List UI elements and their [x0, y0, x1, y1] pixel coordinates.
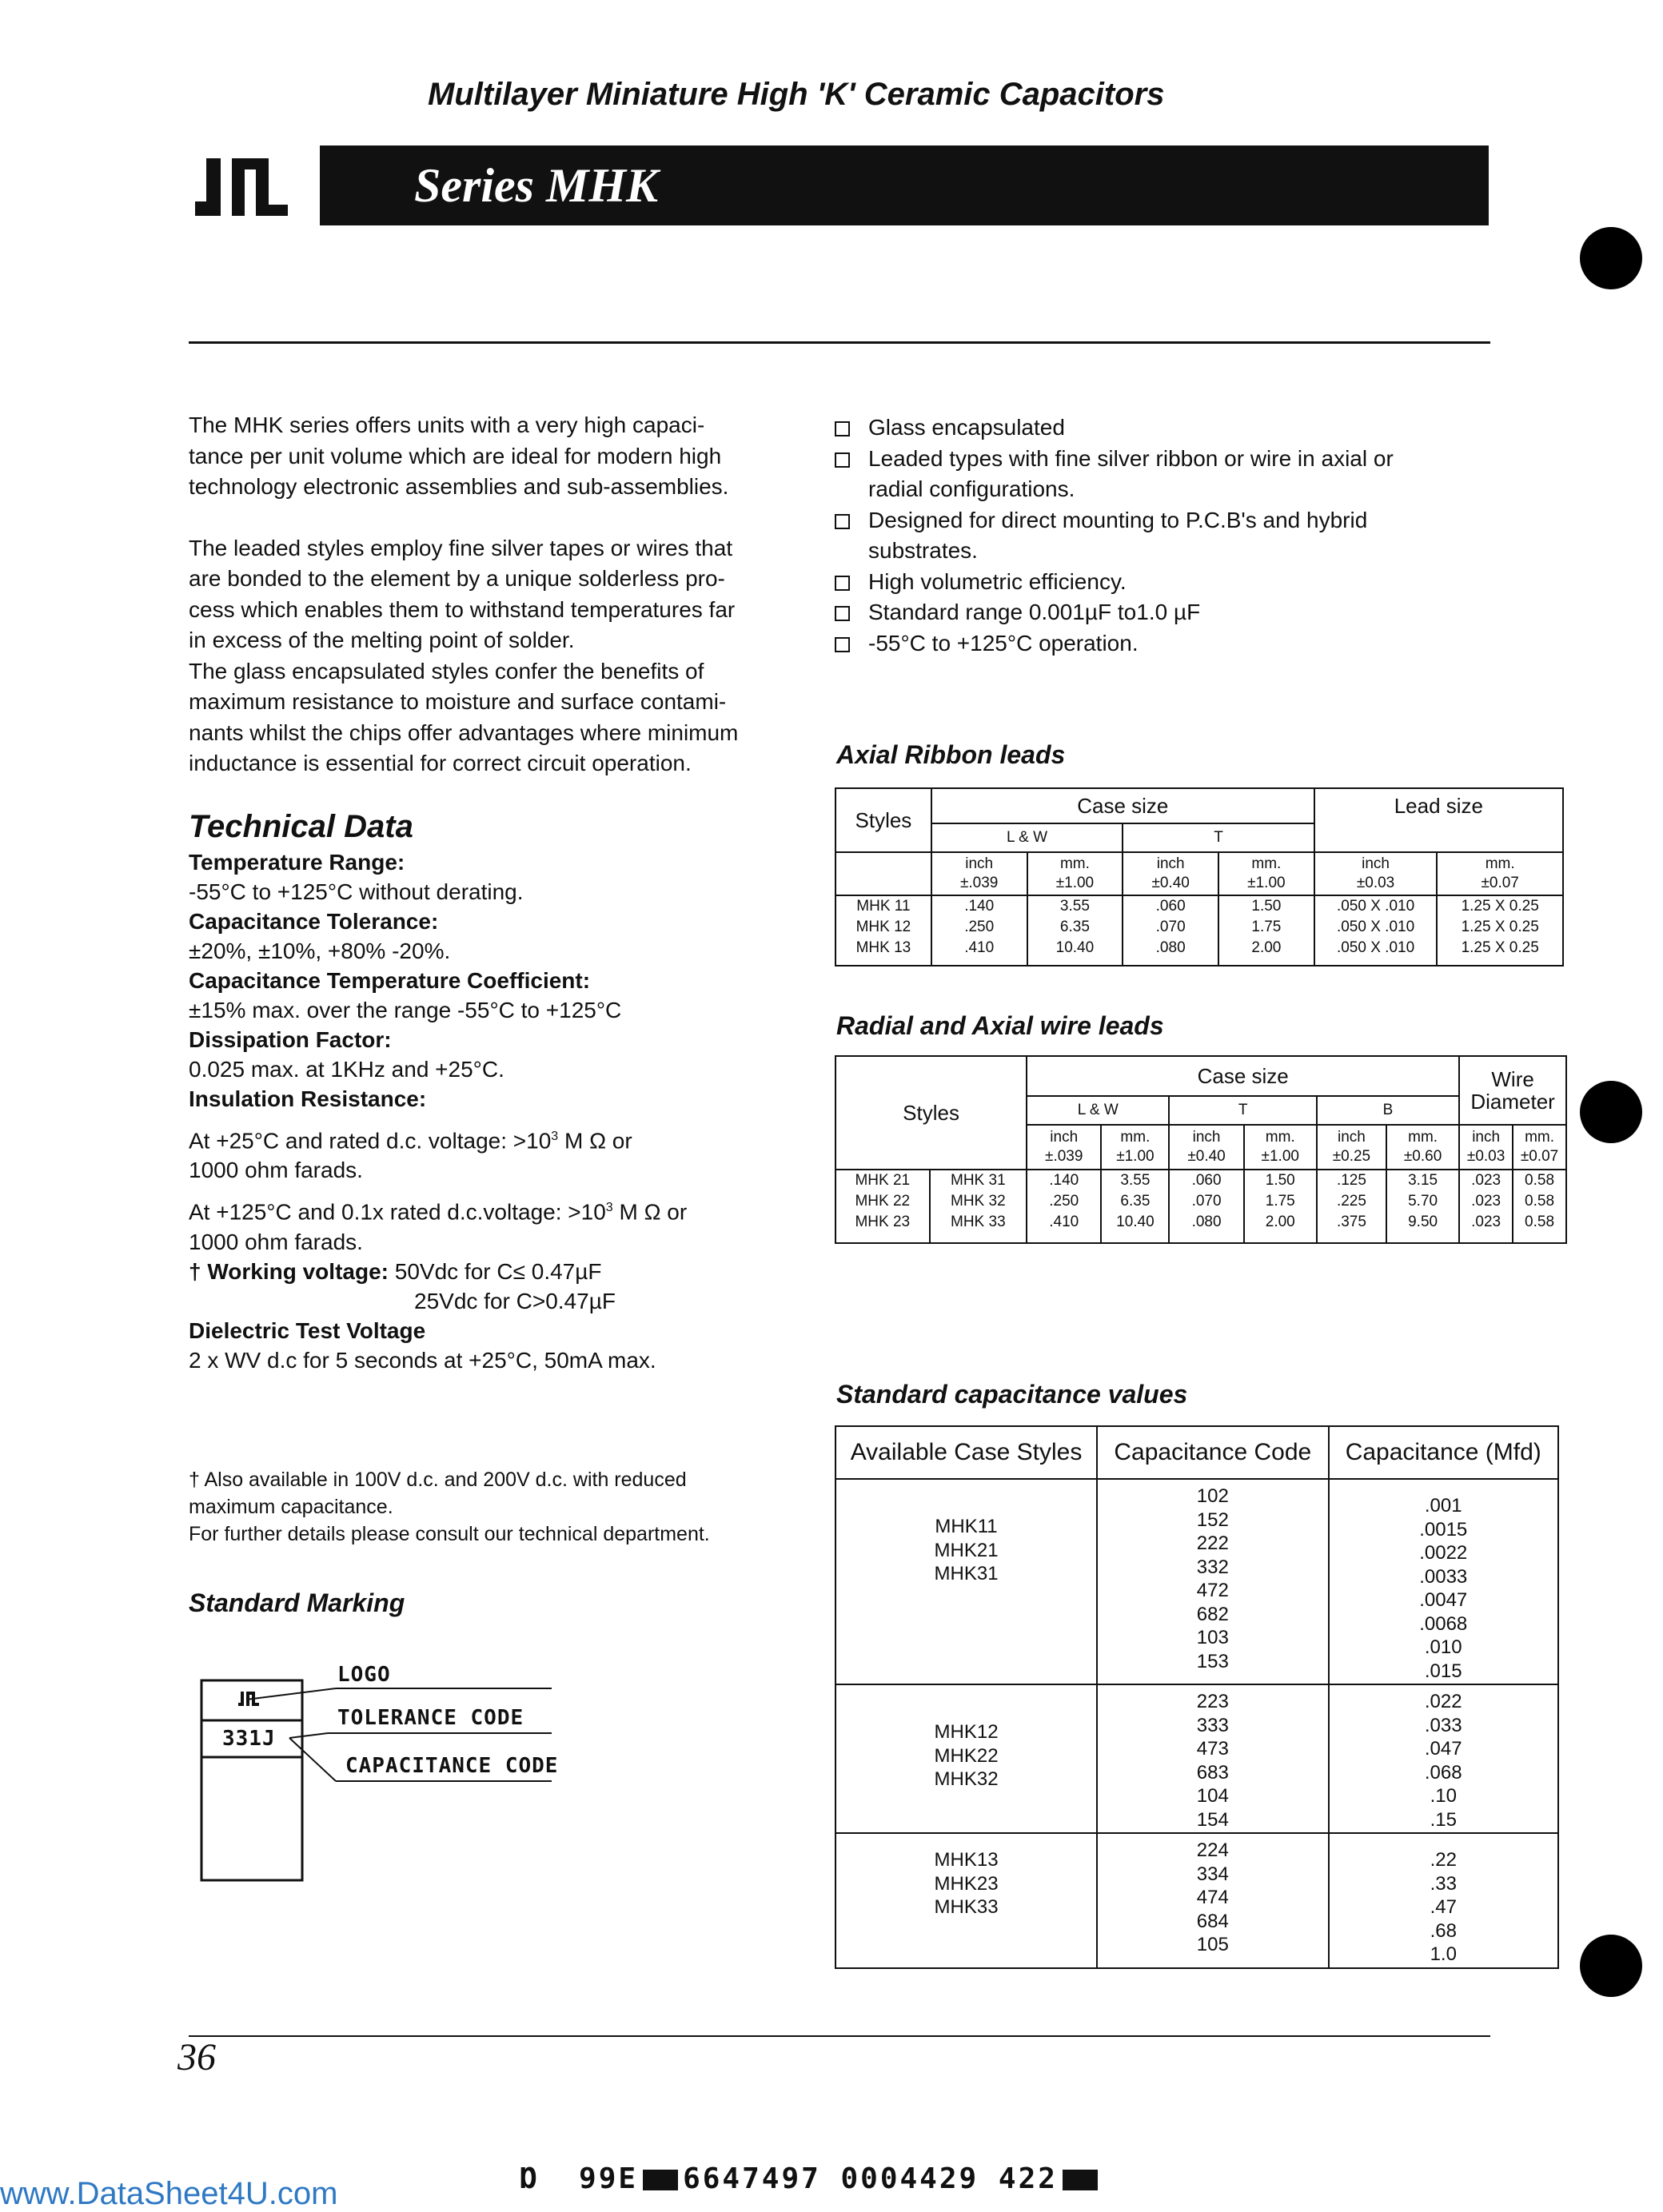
header-rule	[189, 341, 1490, 344]
radial-axial-table-wrap	[835, 1055, 1567, 1255]
lw-header: L & W	[931, 823, 1123, 852]
marking-code: 331J	[222, 1727, 276, 1751]
working-voltage-line: † Working voltage: 50Vdc for C≤ 0.47µF	[189, 1258, 602, 1284]
checkbox-icon	[835, 421, 850, 436]
group-codes-cell: 223 333 473 683 104 154	[1097, 1684, 1328, 1833]
group-styles-cell: MHK11 MHK21 MHK31	[835, 1479, 1097, 1684]
marking-title: Standard Marking	[189, 1588, 405, 1617]
intro-line: inductance is essential for correct circuit operation.	[189, 751, 692, 775]
blank-cell	[835, 852, 931, 895]
document-heading: Multilayer Miniature High 'K' Ceramic Capacitors	[428, 77, 1165, 112]
marking-logo-icon	[238, 1690, 259, 1709]
styles-cell: MHK 11 MHK 12 MHK 13	[835, 895, 931, 966]
capacitance-table	[835, 1425, 1559, 1969]
print-code-line: Ɒ 99E 6647497 0004429 422	[520, 2162, 1103, 2195]
unit-header: inch ±0.25	[1317, 1125, 1386, 1170]
intro-line: The glass encapsulated styles confer the benefits of	[189, 658, 704, 684]
radial-axial-title: Radial and Axial wire leads	[836, 1011, 1164, 1040]
capacitance-title: Standard capacitance values	[836, 1380, 1188, 1409]
df-label: Dissipation Factor:	[189, 1027, 392, 1052]
ir-line-3: At +125°C and 0.1x rated d.c.voltage: $>10^3$ M Ω or	[189, 1199, 688, 1225]
t-header: T	[1169, 1096, 1316, 1125]
axial-ribbon-table	[835, 787, 1564, 967]
ir-line-2: 1000 ohm farads.	[189, 1158, 363, 1183]
group-styles-cell: MHK13 MHK23 MHK33	[835, 1833, 1097, 1968]
unit-header: inch ±0.03	[1459, 1125, 1513, 1170]
unit-header: mm. ±0.07	[1437, 852, 1563, 895]
technical-data	[189, 847, 812, 1375]
feature-item: Standard range 0.001µF to1.0 µF	[835, 597, 1474, 628]
footnote-line: † Also available in 100V d.c. and 200V d.c. with reduced	[189, 1469, 687, 1491]
watermark: www.DataSheet4U.com	[0, 2176, 338, 2211]
footnote-line: For further details please consult our technical department.	[189, 1523, 710, 1545]
unit-header: mm. ±1.00	[1218, 852, 1314, 895]
lw-header: L & W	[1027, 1096, 1169, 1125]
t-inch-cell: .060 .070 .080	[1169, 1170, 1243, 1243]
case-styles-header: Available Case Styles	[835, 1426, 1097, 1479]
group-codes-cell: 102 152 222 332 472 682 103 153	[1097, 1479, 1328, 1684]
feature-item: Leaded types with fine silver ribbon or wire in axial or	[835, 444, 1474, 475]
wire-diameter-header: Wire Diameter	[1459, 1056, 1566, 1125]
punch-hole-middle	[1580, 1081, 1642, 1143]
case-size-header: Case size	[1027, 1056, 1459, 1096]
dtv-value: 2 x WV d.c for 5 seconds at +25°C, 50mA max.	[189, 1347, 656, 1373]
intro-line: nants whilst the chips offer advantages where minimum	[189, 719, 739, 745]
punch-hole-top	[1580, 227, 1642, 289]
radial-axial-table	[835, 1055, 1567, 1244]
capacitance-code-header: Capacitance Code	[1097, 1426, 1328, 1479]
checkbox-icon	[835, 452, 850, 468]
feature-item: Glass encapsulated	[835, 413, 1474, 444]
tol-label: Capacitance Tolerance:	[189, 909, 439, 934]
punch-hole-bottom	[1580, 1935, 1642, 1997]
b-inch-cell: .125 .225 .375	[1317, 1170, 1386, 1243]
ir-line-4: 1000 ohm farads.	[189, 1229, 363, 1254]
feature-item: -55°C to +125°C operation.	[835, 628, 1474, 660]
group-values-cell: .022 .033 .047 .068 .10 .15	[1329, 1684, 1558, 1833]
footer-rule	[189, 2035, 1490, 2037]
lw-mm-cell: 3.55 6.35 10.40	[1027, 895, 1123, 966]
df-value: 0.025 max. at 1KHz and +25°C.	[189, 1057, 504, 1082]
case-size-header: Case size	[931, 788, 1314, 823]
intro-line: cess which enables them to withstand temperatures far	[189, 596, 736, 622]
unit-header: inch ±.039	[1027, 1125, 1101, 1170]
unit-header: inch ±.039	[931, 852, 1027, 895]
group-codes-cell: 224 334 474 684 105	[1097, 1833, 1328, 1968]
t-mm-cell: 1.50 1.75 2.00	[1244, 1170, 1317, 1243]
lw-inch-cell: .140 .250 .410	[931, 895, 1027, 966]
lead-size-header: Lead size	[1314, 788, 1563, 852]
technical-data-title: Technical Data	[189, 809, 413, 844]
lead-inch-cell: .050 X .010 .050 X .010 .050 X .010	[1314, 895, 1438, 966]
temp-label: Temperature Range:	[189, 850, 405, 875]
capacitance-mfd-header: Capacitance (Mfd)	[1329, 1426, 1558, 1479]
wire-inch-cell: .023 .023 .023	[1459, 1170, 1513, 1243]
unit-header: mm. ±1.00	[1101, 1125, 1169, 1170]
intro-line: in excess of the melting point of solder.	[189, 628, 575, 652]
t-inch-cell: .060 .070 .080	[1123, 895, 1218, 966]
radial-styles-cell: MHK 21 MHK 22 MHK 23	[835, 1170, 930, 1243]
ir-label: Insulation Resistance:	[189, 1086, 427, 1111]
lw-inch-cell: .140 .250 .410	[1027, 1170, 1101, 1243]
checkbox-icon	[835, 637, 850, 652]
group-values-cell: .22 .33 .47 .68 1.0	[1329, 1833, 1558, 1968]
unit-header: mm. ±0.60	[1386, 1125, 1459, 1170]
footnote	[189, 1466, 812, 1548]
company-logo	[195, 152, 291, 222]
feature-item: High volumetric efficiency.	[835, 567, 1474, 598]
feature-item-cont: radial configurations.	[868, 476, 1075, 501]
t-header: T	[1123, 823, 1314, 852]
feature-item: Designed for direct mounting to P.C.B's and hybrid	[835, 505, 1474, 536]
intro-line: tance per unit volume which are ideal for modern high	[189, 443, 722, 468]
intro-line: technology electronic assemblies and sub-assemblies.	[189, 474, 729, 499]
axial-ribbon-title: Axial Ribbon leads	[836, 740, 1066, 769]
marking-tolerance-label: TOLERANCE CODE	[337, 1706, 524, 1730]
unit-header: mm. ±1.00	[1244, 1125, 1317, 1170]
intro-text	[189, 410, 804, 779]
marking-diagram	[200, 1660, 568, 1883]
b-mm-cell: 3.15 5.70 9.50	[1386, 1170, 1459, 1243]
group-styles-cell: MHK12 MHK22 MHK32	[835, 1684, 1097, 1833]
unit-header: inch ±0.40	[1169, 1125, 1243, 1170]
ir-line-1: At +25°C and rated d.c. voltage: $>10^3$ M Ω or	[189, 1128, 632, 1154]
tc-label: Capacitance Temperature Coefficient:	[189, 968, 591, 993]
tc-value: ±15% max. over the range -55°C to +125°C	[189, 998, 622, 1022]
feature-list	[835, 413, 1474, 659]
checkbox-icon	[835, 576, 850, 591]
lw-mm-cell: 3.55 6.35 10.40	[1101, 1170, 1169, 1243]
checkbox-icon	[835, 514, 850, 529]
unit-header: mm. ±1.00	[1027, 852, 1123, 895]
marking-capacitance-label: CAPACITANCE CODE	[345, 1754, 559, 1778]
series-title: Series MHK	[414, 159, 659, 212]
axial-styles-cell: MHK 31 MHK 32 MHK 33	[930, 1170, 1027, 1243]
intro-line: are bonded to the element by a unique solderless pro-	[189, 566, 725, 591]
wire-mm-cell: 0.58 0.58 0.58	[1513, 1170, 1566, 1243]
lead-mm-cell: 1.25 X 0.25 1.25 X 0.25 1.25 X 0.25	[1437, 895, 1563, 966]
group-values-cell: .001 .0015 .0022 .0033 .0047 .0068 .010 .015	[1329, 1479, 1558, 1684]
intro-line: maximum resistance to moisture and surface contami-	[189, 689, 727, 714]
working-voltage-line-2: 25Vdc for C>0.47µF	[414, 1288, 616, 1313]
checkbox-icon	[835, 606, 850, 621]
series-banner	[320, 145, 1489, 225]
feature-item-cont: substrates.	[868, 538, 978, 563]
dtv-label: Dielectric Test Voltage	[189, 1317, 426, 1343]
footnote-line: maximum capacitance.	[189, 1496, 393, 1518]
styles-header: Styles	[835, 1056, 1027, 1170]
unit-header: inch ±0.40	[1123, 852, 1218, 895]
temp-value: -55°C to +125°C without derating.	[189, 879, 524, 904]
marking-logo-label: LOGO	[337, 1663, 391, 1687]
page-number: 36	[177, 2036, 216, 2078]
intro-line: The MHK series offers units with a very high capaci-	[189, 413, 705, 437]
b-header: B	[1317, 1096, 1459, 1125]
intro-gap	[189, 503, 804, 533]
intro-line: The leaded styles employ fine silver tapes or wires that	[189, 535, 733, 560]
unit-header: inch ±0.03	[1314, 852, 1438, 895]
tol-value: ±20%, ±10%, +80% -20%.	[189, 939, 451, 963]
t-mm-cell: 1.50 1.75 2.00	[1218, 895, 1314, 966]
unit-header: mm. ±0.07	[1513, 1125, 1566, 1170]
styles-header: Styles	[835, 788, 931, 852]
